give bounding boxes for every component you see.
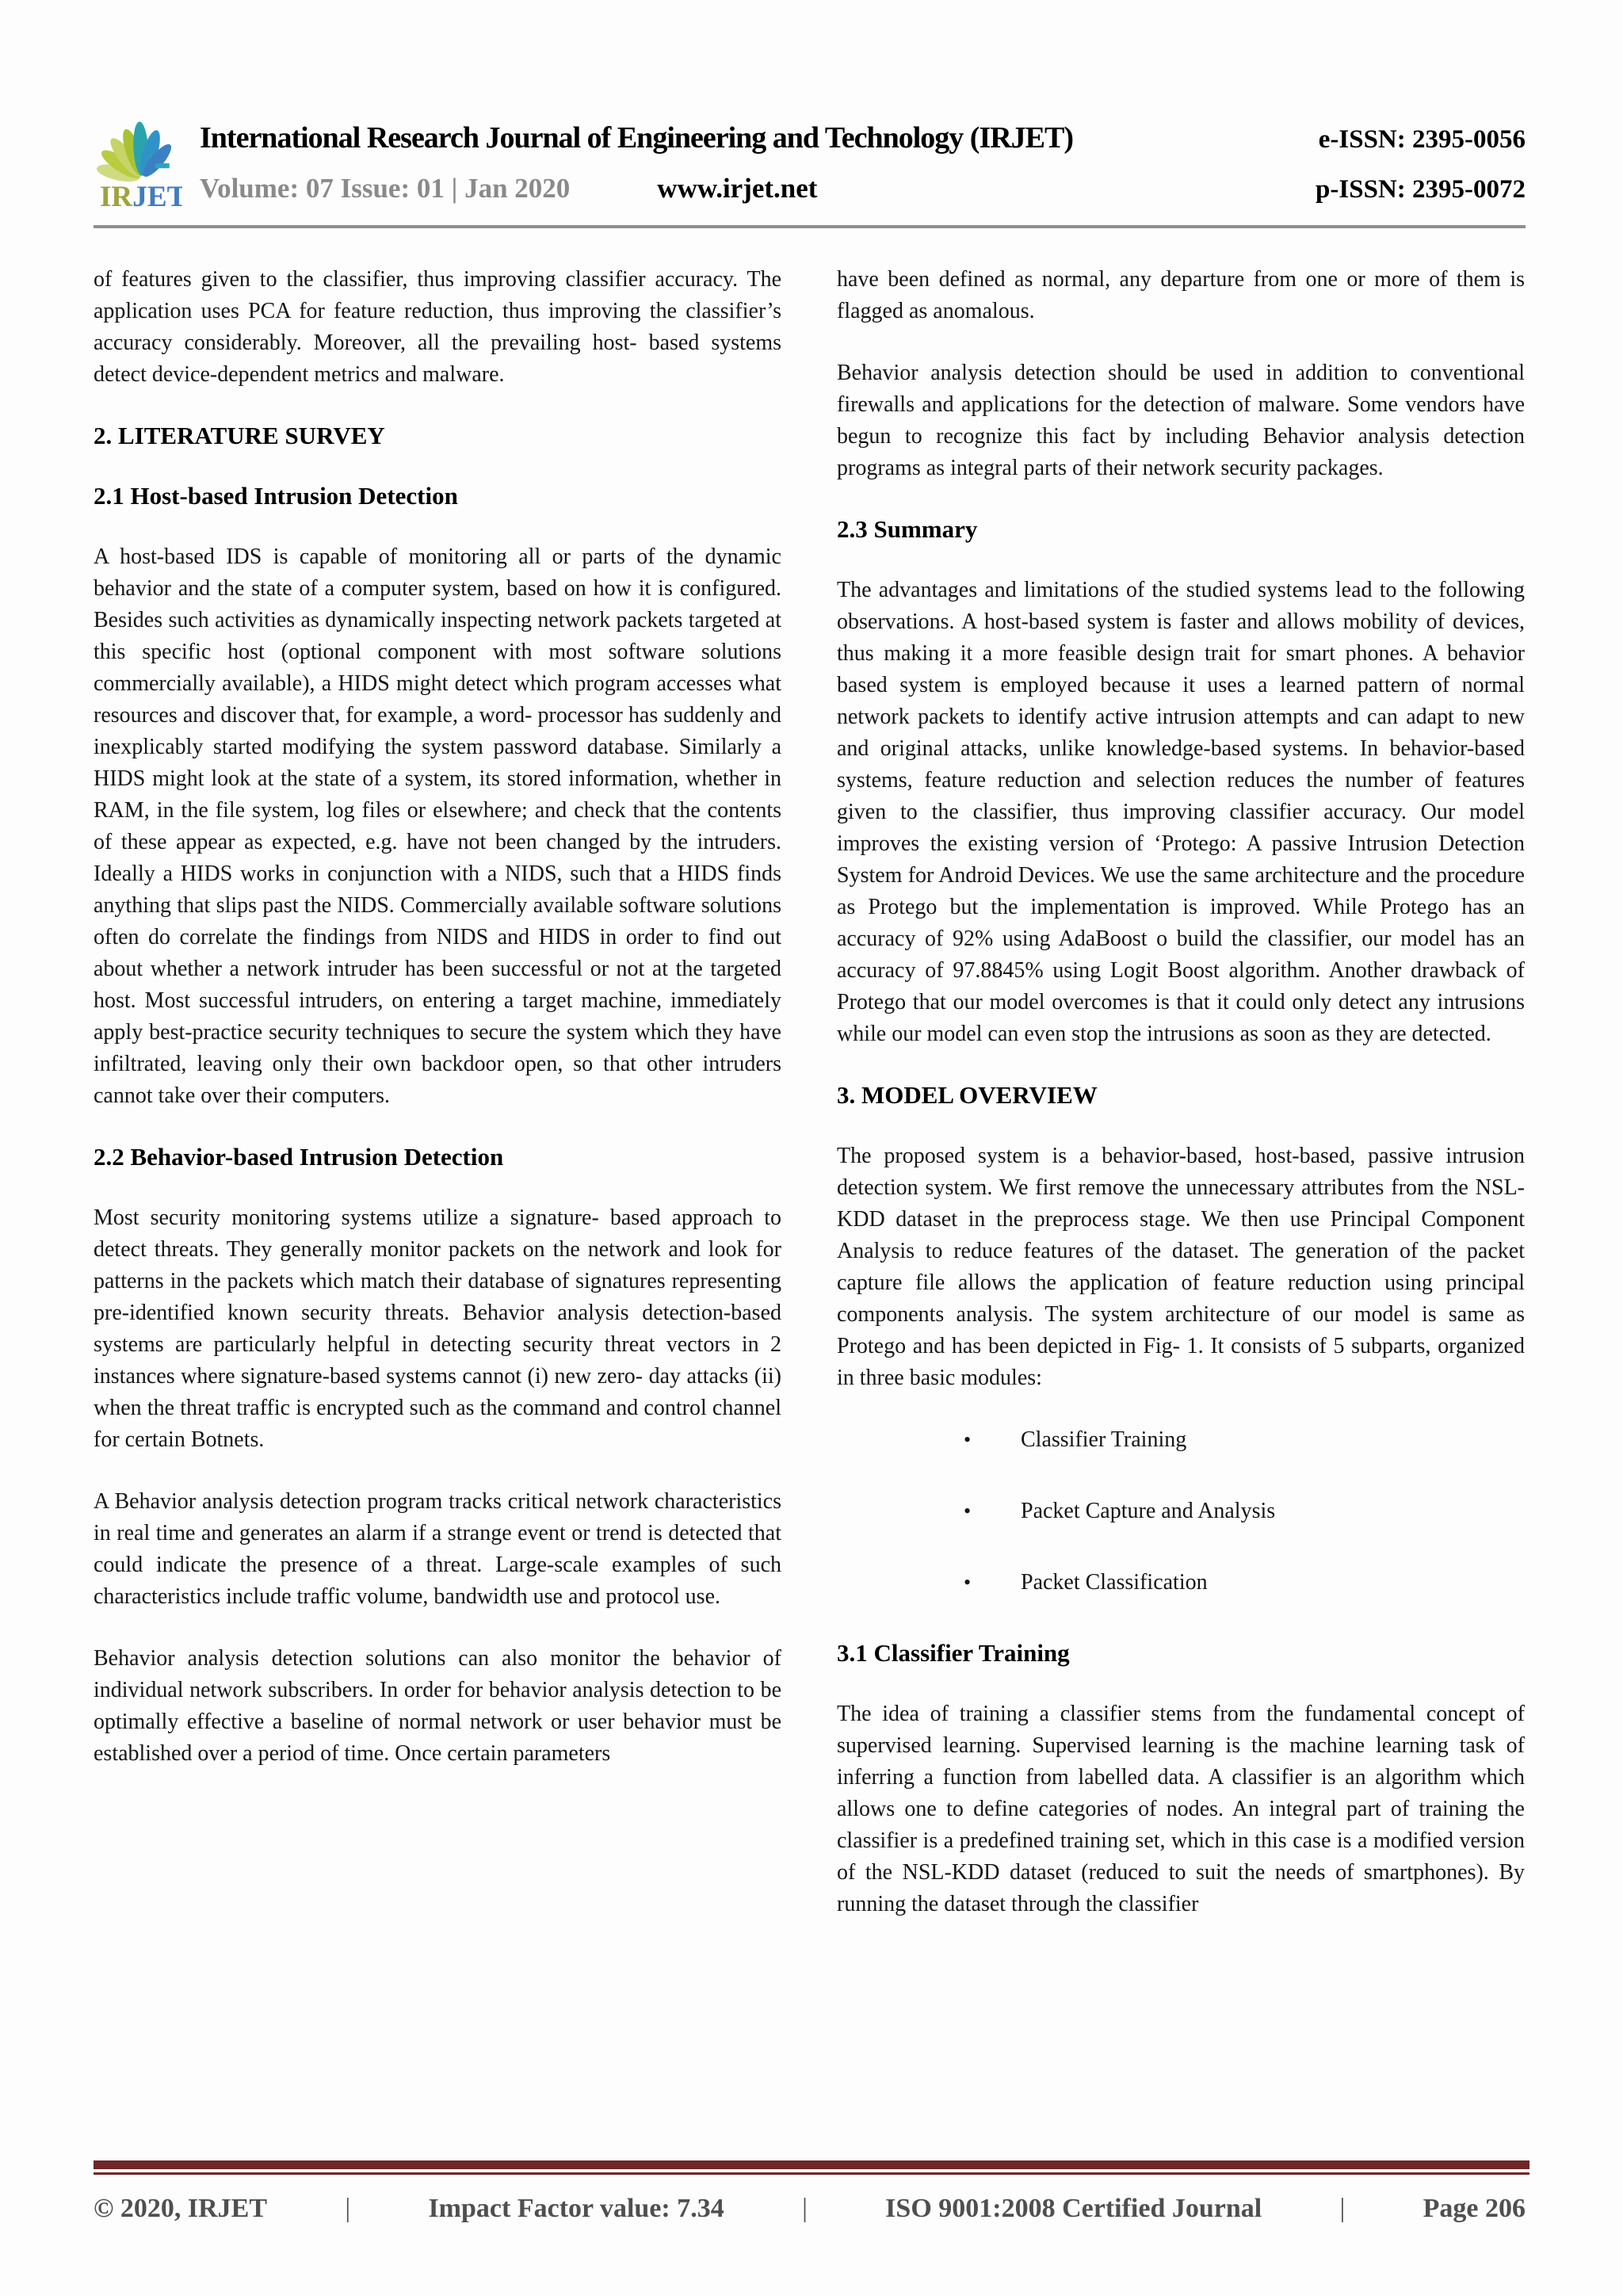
paragraph: A host-based IDS is capable of monitoring all or parts of the dynamic behavior and the state of a computer system, based on how it is configured. Besides such activities as dynamically inspecting network packets targeted at this specific host (optional component with most software solutions commercially available), a HIDS might detect which program accesses what resources and discover that, for example, a word- processor has suddenly and inexplicably started modifying the system password database. Similarly a HIDS might look at the state of a system, its stored information, whether in RAM, in the file system, log files or elsewhere; and check that the contents of these appear as expected, e.g. have not been changed by the intruders. Ideally a HIDS works in conjunction with a NIDS, such that a HIDS finds anything that slips past the NIDS. Commercially available software solutions often do correlate the findings from NIDS and HIDS in order to find out about whether a network intruder has been successful or not at the targeted host. Most successful intruders, on entering a target machine, immediately apply best-practice security techniques to secure the system which they have infiltrated, leaving only their own backdoor open, so that other intruders cannot take over their computers. xyxy=(94,544,781,1108)
paragraph: of features given to the classifier, thus improving classifier accuracy. The application uses PCA for feature reduction, thus improving the classifier’s accuracy considerably. Moreover, all the prevailing host- based systems detect device-dependent metrics and malware. xyxy=(94,267,781,387)
right-column xyxy=(837,264,1525,1950)
e-issn: e-ISSN: 2395-0056 xyxy=(1318,125,1526,154)
svg-text:IRJET xyxy=(100,181,182,211)
list-item xyxy=(964,1567,1525,1599)
section-heading-2: 2. LITERATURE SURVEY xyxy=(94,422,385,449)
section-heading-3-1: 3.1 Classifier Training xyxy=(837,1639,1070,1667)
journal-header xyxy=(94,113,1526,211)
header-text xyxy=(200,113,1526,204)
paragraph: The advantages and limitations of the studied systems lead to the following observations. A host-based system is faster and allows mobility of devices, thus making it a more feasible design trait for smart phones. A behavior based system is employed because it uses a learned pattern of normal network packets to identify active intrusion attempts and can adapt to new and original attacks, unlike knowledge-based systems. In behavior-based systems, feature reduction and selection reduces the number of features given to the classifier, thus improving classifier accuracy. Our model improves the existing version of ‘Protego: A passive Intrusion Detection System for Android Devices. We use the same architecture and the procedure as Protego but the implementation is improved. While Protego has an accuracy of 92% using AdaBoost o build the classifier, our model has an accuracy of 97.8845% using Logit Boost algorithm. Another drawback of Protego that our model overcomes is that it could only detect any intrusions while our model can even stop the intrusions as soon as they are detected. xyxy=(837,578,1525,1046)
irjet-logo xyxy=(94,113,182,211)
footer-separator: | xyxy=(345,2194,351,2223)
footer-separator: | xyxy=(802,2194,808,2223)
paper-body xyxy=(94,264,1526,1950)
paragraph: The idea of training a classifier stems from the fundamental concept of supervised learning. Supervised learning is the machine learning task of inferring a function from labelled data. A classifier is an algorithm which allows one to define categories of nodes. An integral part of training the classifier is a predefined training set, which in this case is a modified version of the NSL-KDD dataset (reduced to suit the needs of smartphones). By running the dataset through the classifier xyxy=(837,1702,1525,1916)
bullet-icon: • xyxy=(964,1499,972,1522)
section-heading-2-1: 2.1 Host-based Intrusion Detection xyxy=(94,482,458,510)
list-item xyxy=(964,1496,1525,1527)
paragraph: The proposed system is a behavior-based, host-based, passive intrusion detection system. We first remove the unnecessary attributes from the NSL-KDD dataset in the preprocess stage. We then use Principal Component Analysis to reduce features of the dataset. The generation of the packet capture file allows the application of feature reduction using principal components analysis. The system architecture of our model is same as Protego and has been depicted in Fig- 1. It consists of 5 subparts, organized in three basic modules: xyxy=(837,1144,1525,1390)
list-item-label: Classifier Training xyxy=(1021,1427,1187,1452)
footer-page-number: Page 206 xyxy=(1423,2194,1526,2223)
logo-text-jet: JET xyxy=(132,180,182,211)
modules-list xyxy=(837,1424,1525,1599)
paragraph: Most security monitoring systems utilize a signature- based approach to detect threats. They generally monitor packets on the network and look for patterns in the packets which match their database of signatures representing pre-identified known security threats. Behavior analysis detection-based systems are particularly helpful in detecting security threat vectors in 2 instances where signature-based systems cannot (i) new zero- day attacks (ii) when the threat traffic is encrypted such as the command and control channel for certain Botnets. xyxy=(94,1205,781,1452)
logo-text-ir: IR xyxy=(99,180,133,211)
footer-iso-certification: ISO 9001:2008 Certified Journal xyxy=(885,2194,1262,2223)
footer-separator: | xyxy=(1339,2194,1346,2223)
paragraph: A Behavior analysis detection program tracks critical network characteristics in real time and generates an alarm if a strange event or trend is detected that could indicate the presence of a threat. Large-scale examples of such characteristics include traffic volume, bandwidth use and protocol use. xyxy=(94,1489,781,1609)
section-heading-3: 3. MODEL OVERVIEW xyxy=(837,1081,1098,1109)
section-heading-2-3: 2.3 Summary xyxy=(837,515,978,543)
footer-divider xyxy=(94,2160,1529,2175)
list-item-label: Packet Classification xyxy=(1021,1570,1208,1595)
left-column xyxy=(94,264,781,1950)
volume-issue-date: Volume: 07 Issue: 01 | Jan 2020 xyxy=(200,173,571,204)
bullet-icon: • xyxy=(964,1428,972,1451)
irjet-leaf-logo-icon xyxy=(94,113,182,211)
paragraph: have been defined as normal, any departure from one or more of them is flagged as anomalous. xyxy=(837,267,1525,323)
website-link[interactable]: www.irjet.net xyxy=(657,173,818,204)
journal-title: International Research Journal of Engineering and Technology (IRJET) xyxy=(200,121,1074,155)
list-item xyxy=(964,1424,1525,1456)
list-item-label: Packet Capture and Analysis xyxy=(1021,1499,1276,1523)
header-divider xyxy=(94,225,1526,228)
footer-copyright: © 2020, IRJET xyxy=(94,2194,268,2223)
paragraph: Behavior analysis detection should be used in addition to conventional firewalls and applications for the detection of malware. Some vendors have begun to recognize this fact by including Behavior analysis detection programs as integral parts of their network security packages. xyxy=(837,361,1525,480)
footer-impact-factor: Impact Factor value: 7.34 xyxy=(428,2194,724,2223)
p-issn: p-ISSN: 2395-0072 xyxy=(1316,175,1526,204)
page-footer xyxy=(94,2194,1526,2224)
section-heading-2-2: 2.2 Behavior-based Intrusion Detection xyxy=(94,1143,504,1171)
paragraph: Behavior analysis detection solutions can also monitor the behavior of individual network subscribers. In order for behavior analysis detection to be optimally effective a baseline of normal network or user behavior must be established over a period of time. Once certain parameters xyxy=(94,1646,781,1766)
bullet-icon: • xyxy=(964,1571,972,1594)
